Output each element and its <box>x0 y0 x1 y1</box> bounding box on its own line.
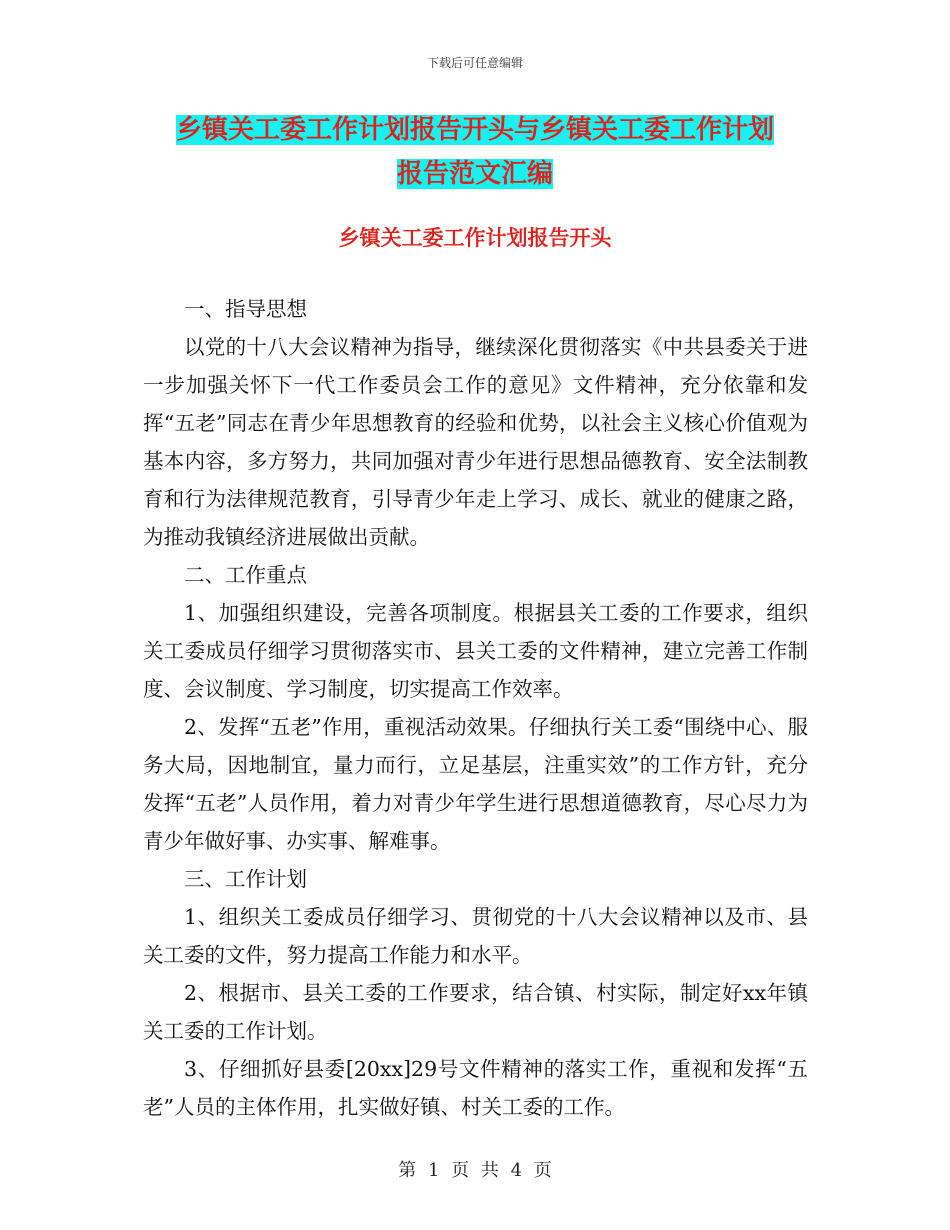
paragraph-plan-3: 3、仔细抓好县委[20xx]29号文件精神的落实工作，重视和发挥“五老”人员的主体作用，扎实做好镇、村关工委的工作。 <box>143 1057 808 1119</box>
document-title-line-1: 乡镇关工委工作计划报告开头与乡镇关工委工作计划 <box>175 115 774 145</box>
paragraph-focus-2: 2、发挥“五老”作用，重视活动效果。仔细执行关工委“围绕中心、服务大局，因地制宜，量力而行，立足基层，注重实效”的工作方针，充分发挥“五老”人员作用，着力对青少年学生进行思想道德教育，尽心尽力为青少年做好事、办实事、解难事。 <box>143 715 808 853</box>
heading-work-focus: 二、工作重点 <box>184 563 307 587</box>
paragraph-plan-1: 1、组织关工委成员仔细学习、贯彻党的十八大会议精神以及市、县关工委的文件，努力提高工作能力和水平。 <box>143 905 808 967</box>
page-footer: 第 1 页 共 4 页 <box>398 1160 552 1181</box>
document-body <box>143 290 808 1126</box>
section-title: 乡镇关工委工作计划报告开头 <box>338 226 612 250</box>
paragraph-focus-1: 1、加强组织建设，完善各项制度。根据县关工委的工作要求，组织关工委成员仔细学习贯彻落实市、县关工委的文件精神，建立完善工作制度、会议制度、学习制度，切实提高工作效率。 <box>143 601 808 701</box>
document-title <box>150 108 800 196</box>
header-note: 下载后可任意编辑 <box>426 56 523 70</box>
paragraph-guiding-thought: 以党的十八大会议精神为指导，继续深化贯彻落实《中共县委关于进一步加强关怀下一代工作委员会工作的意见》文件精神，充分依靠和发挥“五老”同志在青少年思想教育的经验和优势，以社会主义核心价值观为基本内容，多方努力，共同加强对青少年进行思想品德教育、安全法制教育和行为法律规范教育，引导青少年走上学习、成长、就业的健康之路，为推动我镇经济进展做出贡献。 <box>143 335 808 549</box>
heading-work-plan: 三、工作计划 <box>184 867 307 891</box>
heading-guiding-thought: 一、指导思想 <box>184 297 307 321</box>
document-title-line-2: 报告范文汇编 <box>396 159 553 189</box>
paragraph-plan-2: 2、根据市、县关工委的工作要求，结合镇、村实际，制定好xx年镇关工委的工作计划。 <box>143 981 808 1043</box>
